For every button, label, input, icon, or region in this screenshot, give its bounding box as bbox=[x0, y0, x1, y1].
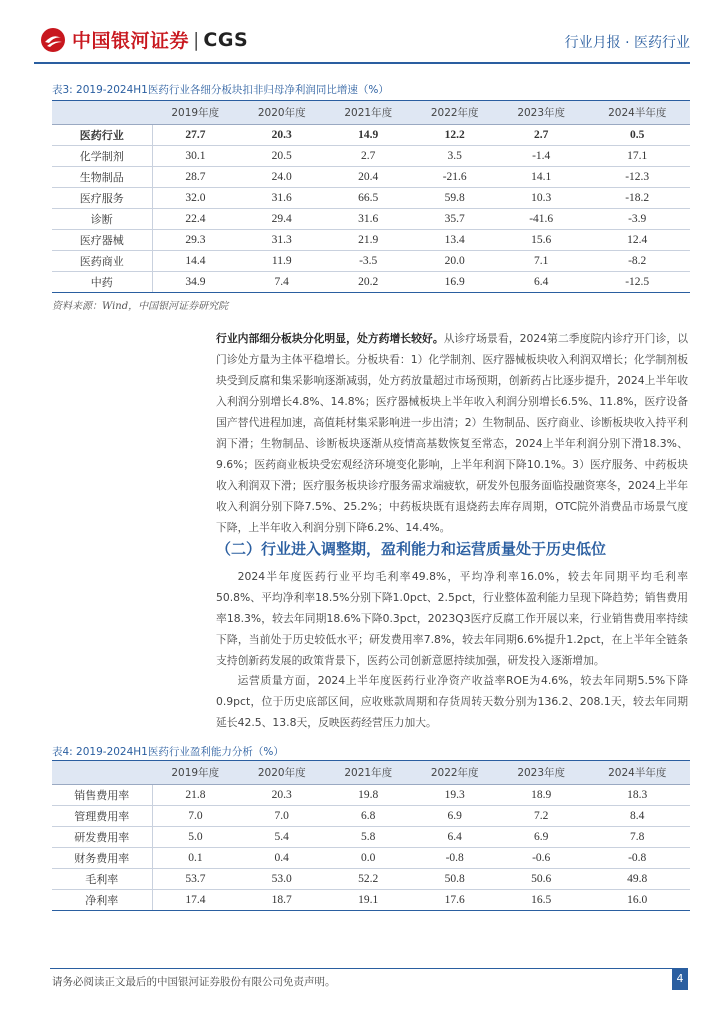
table-cell: 31.6 bbox=[325, 209, 411, 230]
table-cell: 0.4 bbox=[238, 848, 324, 869]
row-label: 管理费用率 bbox=[52, 806, 152, 827]
table-cell: 24.0 bbox=[238, 167, 324, 188]
table-cell: 17.4 bbox=[152, 890, 238, 911]
table-cell: 7.0 bbox=[238, 806, 324, 827]
row-label: 医药行业 bbox=[52, 125, 152, 146]
row-label: 诊断 bbox=[52, 209, 152, 230]
header-divider bbox=[34, 62, 690, 64]
table-cell: 7.8 bbox=[584, 827, 690, 848]
table-cell: -12.5 bbox=[584, 272, 690, 293]
row-label: 生物制品 bbox=[52, 167, 152, 188]
row-label: 化学制剂 bbox=[52, 146, 152, 167]
table1 bbox=[52, 100, 690, 293]
table-cell: 13.4 bbox=[411, 230, 497, 251]
table-row bbox=[52, 890, 690, 911]
table-cell: -0.8 bbox=[584, 848, 690, 869]
section-title: （二）行业进入调整期，盈利能力和运营质量处于历史低位 bbox=[216, 540, 607, 558]
table-cell: 11.9 bbox=[238, 251, 324, 272]
table-row bbox=[52, 869, 690, 890]
table-cell: 20.0 bbox=[411, 251, 497, 272]
table-cell: 35.7 bbox=[411, 209, 497, 230]
table-cell: 21.8 bbox=[152, 785, 238, 806]
table-cell: -0.6 bbox=[498, 848, 584, 869]
row-label: 销售费用率 bbox=[52, 785, 152, 806]
table-header-cell: 2024半年度 bbox=[584, 101, 690, 125]
analysis-paragraph-1 bbox=[216, 328, 688, 538]
table-cell: 29.4 bbox=[238, 209, 324, 230]
table-cell: 29.3 bbox=[152, 230, 238, 251]
table-header-cell: 2021年度 bbox=[325, 101, 411, 125]
table-header-cell: 2021年度 bbox=[325, 761, 411, 785]
cgs-logo-icon bbox=[40, 27, 66, 53]
table-cell: 34.9 bbox=[152, 272, 238, 293]
table-cell: 53.7 bbox=[152, 869, 238, 890]
table-cell: 7.1 bbox=[498, 251, 584, 272]
table-cell: 18.7 bbox=[238, 890, 324, 911]
paragraph-lead: 行业内部细分板块分化明显，处方药增长较好。 bbox=[216, 332, 444, 345]
table-cell: 5.0 bbox=[152, 827, 238, 848]
table-cell: 31.6 bbox=[238, 188, 324, 209]
table-cell: 7.2 bbox=[498, 806, 584, 827]
table2-header-row bbox=[52, 761, 690, 785]
table-cell: -8.2 bbox=[584, 251, 690, 272]
table-cell: 66.5 bbox=[325, 188, 411, 209]
brand-logo bbox=[40, 26, 248, 53]
table-cell: -3.9 bbox=[584, 209, 690, 230]
footer-divider bbox=[50, 968, 674, 969]
table-row bbox=[52, 785, 690, 806]
row-label: 医疗器械 bbox=[52, 230, 152, 251]
table-cell: 0.5 bbox=[584, 125, 690, 146]
analysis-paragraph-3: 运营质量方面，2024上半年度医药行业净资产收益率ROE为4.6%，较去年同期5.5%下降0.9pct，位于历史底部区间，应收账款周期和存货周转天数分别为136.2、208.1天，较去年同期延长42.5、13.8天，反映医药经营压力加大。 bbox=[216, 674, 688, 729]
brand-name-cn: 中国银河证券 bbox=[72, 30, 190, 52]
table-cell: 16.9 bbox=[411, 272, 497, 293]
table-cell: 50.8 bbox=[411, 869, 497, 890]
table-header-cell bbox=[52, 101, 152, 125]
table-cell: 20.4 bbox=[325, 167, 411, 188]
table-cell: 28.7 bbox=[152, 167, 238, 188]
table-cell: 7.0 bbox=[152, 806, 238, 827]
paragraph-body: 从诊疗场景看，2024第二季度院内诊疗开门诊，以门诊处方量为主体平稳增长。分板块看：1）化学制剂、医疗器械板块收入利润双增长；化学制剂板块受到反腐和集采影响逐渐减弱，处方药放量超过市场预期，创新药占比逐步提升，2024上半年收入利润分别增长4.8%、14.8%；医疗器械板块上半年收入利润分别增长6.5%、11.8%，医疗设备国产替代进程加速，高值耗材集采影响进一步出清；2）生物制品、医疗商业、诊断板块收入持平利润下滑；生物制品、诊断板块逐渐从疫情高基数恢复至常态，2024上半年利润分别下滑18.3%、9.6%；医药商业板块受宏观经济环境变化影响，上半年利润下降10.1%。3）医疗服务、中药板块收入利润双下滑；医疗服务板块诊疗服务需求端疲软，研发外包服务面临投融资寒冬，2024上半年收入利润分别下降7.5%、25.2%；中药板块既有退烧药去库存周期，OTC院外消费品市场景气度下降，上半年收入利润分别下降6.2%、14.4%。 bbox=[216, 332, 688, 534]
table1-source: 资料来源：Wind，中国银河证券研究院 bbox=[52, 301, 229, 312]
table-cell: 16.5 bbox=[498, 890, 584, 911]
table-cell: 59.8 bbox=[411, 188, 497, 209]
table-cell: 32.0 bbox=[152, 188, 238, 209]
table-cell: 3.5 bbox=[411, 146, 497, 167]
footer-disclaimer: 请务必阅读正文最后的中国银河证券股份有限公司免责声明。 bbox=[52, 976, 336, 988]
table-cell: 19.3 bbox=[411, 785, 497, 806]
table-cell: 20.3 bbox=[238, 785, 324, 806]
table-cell: 6.8 bbox=[325, 806, 411, 827]
table-cell: 14.1 bbox=[498, 167, 584, 188]
table-header-cell: 2019年度 bbox=[152, 761, 238, 785]
table-cell: -21.6 bbox=[411, 167, 497, 188]
row-label: 中药 bbox=[52, 272, 152, 293]
table-cell: 20.3 bbox=[238, 125, 324, 146]
table-header-cell bbox=[52, 761, 152, 785]
table-cell: 20.5 bbox=[238, 146, 324, 167]
table-cell: 19.8 bbox=[325, 785, 411, 806]
table-cell: 7.4 bbox=[238, 272, 324, 293]
table-cell: 18.3 bbox=[584, 785, 690, 806]
table-header-cell: 2024半年度 bbox=[584, 761, 690, 785]
table-cell: 21.9 bbox=[325, 230, 411, 251]
table-cell: 53.0 bbox=[238, 869, 324, 890]
table-row bbox=[52, 125, 690, 146]
table2-caption: 表4: 2019-2024H1医药行业盈利能力分析（%） bbox=[52, 746, 284, 758]
table-cell: 14.4 bbox=[152, 251, 238, 272]
table-header-cell: 2020年度 bbox=[238, 101, 324, 125]
table-cell: 18.9 bbox=[498, 785, 584, 806]
page-header bbox=[0, 0, 724, 66]
table-header-cell: 2019年度 bbox=[152, 101, 238, 125]
table1-header-row bbox=[52, 101, 690, 125]
table-cell: 16.0 bbox=[584, 890, 690, 911]
table-cell: 12.2 bbox=[411, 125, 497, 146]
table-cell: 27.7 bbox=[152, 125, 238, 146]
table-cell: 2.7 bbox=[325, 146, 411, 167]
table-cell: 14.9 bbox=[325, 125, 411, 146]
table-cell: 30.1 bbox=[152, 146, 238, 167]
table-cell: -41.6 bbox=[498, 209, 584, 230]
table-cell: 2.7 bbox=[498, 125, 584, 146]
table-cell: -12.3 bbox=[584, 167, 690, 188]
table-cell: 12.4 bbox=[584, 230, 690, 251]
table-header-cell: 2020年度 bbox=[238, 761, 324, 785]
table-row bbox=[52, 230, 690, 251]
row-label: 毛利率 bbox=[52, 869, 152, 890]
table-header-cell: 2023年度 bbox=[498, 101, 584, 125]
row-label: 研发费用率 bbox=[52, 827, 152, 848]
table-cell: 20.2 bbox=[325, 272, 411, 293]
table-cell: 6.4 bbox=[498, 272, 584, 293]
brand-separator: | bbox=[193, 28, 200, 51]
table-cell: -1.4 bbox=[498, 146, 584, 167]
table-cell: -0.8 bbox=[411, 848, 497, 869]
table-header-cell: 2022年度 bbox=[411, 101, 497, 125]
table-row bbox=[52, 167, 690, 188]
brand-name-en: CGS bbox=[203, 28, 249, 51]
page-number: 4 bbox=[672, 968, 688, 990]
row-label: 医药商业 bbox=[52, 251, 152, 272]
table-row bbox=[52, 188, 690, 209]
table-cell: 50.6 bbox=[498, 869, 584, 890]
row-label: 财务费用率 bbox=[52, 848, 152, 869]
table-cell: 17.1 bbox=[584, 146, 690, 167]
table-cell: -18.2 bbox=[584, 188, 690, 209]
table-cell: 52.2 bbox=[325, 869, 411, 890]
table-cell: 49.8 bbox=[584, 869, 690, 890]
table-cell: 22.4 bbox=[152, 209, 238, 230]
table-cell: -3.5 bbox=[325, 251, 411, 272]
table-cell: 6.9 bbox=[411, 806, 497, 827]
table-cell: 5.4 bbox=[238, 827, 324, 848]
table-row bbox=[52, 251, 690, 272]
table-cell: 6.4 bbox=[411, 827, 497, 848]
table-header-cell: 2022年度 bbox=[411, 761, 497, 785]
report-type: 行业月报 · 医药行业 bbox=[564, 35, 690, 51]
table2 bbox=[52, 760, 690, 911]
table-row bbox=[52, 827, 690, 848]
row-label: 净利率 bbox=[52, 890, 152, 911]
table-cell: 5.8 bbox=[325, 827, 411, 848]
table-cell: 0.0 bbox=[325, 848, 411, 869]
table-cell: 10.3 bbox=[498, 188, 584, 209]
table-row bbox=[52, 209, 690, 230]
table-row bbox=[52, 146, 690, 167]
analysis-paragraph-2: 2024半年度医药行业平均毛利率49.8%，平均净利率16.0%，较去年同期平均毛利率50.8%、平均净利率18.5%分别下降1.0pct、2.5pct，行业整体盈利能力呈现下降趋势；销售费用率18.3%，较去年同期18.6%下降0.3pct，2023Q3医疗反腐工作开展以来，行业销售费用率持续下降，当前处于历史较低水平；研发费用率7.8%，较去年同期6.6%提升1.2pct，在上半年全链条支持创新药发展的政策背景下，医药公司创新意愿持续加强，研发投入逐渐增加。 bbox=[216, 570, 688, 667]
table-row bbox=[52, 272, 690, 293]
table-header-cell: 2023年度 bbox=[498, 761, 584, 785]
table-row bbox=[52, 848, 690, 869]
row-label: 医疗服务 bbox=[52, 188, 152, 209]
table-cell: 15.6 bbox=[498, 230, 584, 251]
table-cell: 0.1 bbox=[152, 848, 238, 869]
table-cell: 8.4 bbox=[584, 806, 690, 827]
table-cell: 19.1 bbox=[325, 890, 411, 911]
table1-caption: 表3: 2019-2024H1医药行业各细分板块扣非归母净利润同比增速（%） bbox=[52, 84, 389, 96]
table-cell: 31.3 bbox=[238, 230, 324, 251]
table-row bbox=[52, 806, 690, 827]
table-cell: 6.9 bbox=[498, 827, 584, 848]
table-cell: 17.6 bbox=[411, 890, 497, 911]
